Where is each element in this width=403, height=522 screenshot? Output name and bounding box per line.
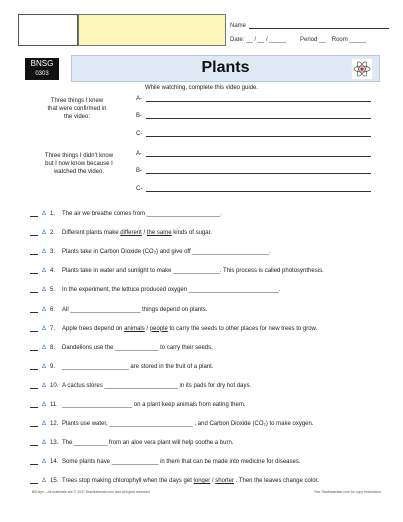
question-text[interactable] — [62, 249, 271, 255]
triangle-icon: Δ — [42, 382, 47, 389]
question-fragment: / — [141, 230, 147, 237]
question-row — [30, 459, 301, 465]
question-text[interactable] — [62, 440, 233, 446]
triangle-icon: Δ — [42, 211, 47, 217]
title-bar — [71, 55, 380, 82]
answer-choice[interactable]: animals — [124, 325, 145, 332]
answer-choice[interactable]: shorter — [215, 478, 234, 485]
question-number: 13. — [50, 440, 59, 447]
question-number: 11. — [50, 402, 58, 408]
question-row — [30, 345, 213, 351]
question-text[interactable] — [62, 307, 207, 313]
question-row — [30, 440, 233, 446]
triangle-icon: Δ — [42, 459, 47, 466]
question-text[interactable] — [62, 326, 317, 332]
answer-check-blank[interactable] — [30, 459, 38, 465]
answer-check-blank[interactable] — [30, 345, 38, 351]
question-fragment: . Then the leaves change color. — [233, 478, 319, 485]
question-number: 4. — [50, 268, 56, 275]
question-fragment: Plants take in water and sunlight to make ______________. This process is called photosynthesis. — [62, 268, 324, 275]
question-number: 10. — [50, 382, 59, 389]
answer-check-blank[interactable] — [30, 307, 38, 313]
answer-check-blank[interactable] — [30, 383, 38, 389]
triangle-icon: Δ — [42, 363, 47, 370]
question-row — [30, 326, 317, 332]
question-text[interactable] — [62, 478, 319, 484]
question-row — [30, 249, 271, 255]
question-text[interactable] — [62, 268, 324, 274]
question-row — [30, 421, 314, 427]
knew-row-a[interactable]: A- — [136, 96, 371, 102]
question-number: 1. — [50, 211, 56, 217]
question-row — [30, 287, 281, 293]
question-row — [30, 268, 324, 274]
period-label[interactable]: Period __ — [300, 37, 326, 43]
question-fragment: The air we breathe comes from ______________________. — [62, 211, 222, 217]
triangle-icon: Δ — [42, 325, 47, 332]
knew-row-c[interactable]: C- — [136, 131, 371, 137]
answer-check-blank[interactable] — [30, 268, 38, 274]
triangle-icon: Δ — [42, 344, 47, 351]
instructions-text: While watching, complete this video guide. — [144, 85, 259, 91]
didnt-know-row-c[interactable]: C- — [136, 186, 371, 192]
answer-choice[interactable]: the same — [146, 230, 172, 237]
question-fragment: ____________________ are stored in the fruit of a plant. — [62, 363, 214, 370]
question-row — [30, 211, 222, 217]
triangle-icon: Δ — [42, 440, 47, 447]
question-fragment: / — [210, 478, 216, 485]
didnt-know-row-b[interactable]: B- — [136, 168, 371, 174]
badge-number: 0303 — [35, 71, 49, 77]
name-field[interactable] — [249, 21, 389, 29]
header-highlight-box — [78, 14, 226, 46]
question-fragment: The __________ from an aloe vera plant will help soothe a burn. — [62, 440, 234, 447]
answer-check-blank[interactable] — [30, 402, 38, 408]
question-number: 2. — [50, 230, 56, 237]
triangle-icon: Δ — [42, 478, 47, 485]
question-row — [30, 364, 213, 370]
page-title: Plants — [201, 59, 250, 76]
didnt-know-label: Three things I didn't know but I now know because I watched the video. — [44, 153, 114, 175]
question-fragment: All _____________________ things depend on plants. — [62, 306, 208, 313]
answer-check-blank[interactable] — [30, 440, 38, 446]
question-row — [30, 402, 246, 408]
answer-choice[interactable]: different — [120, 230, 142, 237]
triangle-icon: Δ — [42, 402, 47, 408]
question-row — [30, 307, 207, 313]
question-number: 14. — [50, 459, 59, 466]
student-info — [230, 15, 389, 43]
name-label: Name — [230, 23, 247, 29]
header-blank-box — [18, 14, 78, 46]
question-number: 7. — [50, 325, 56, 332]
answer-check-blank[interactable] — [30, 211, 38, 217]
question-text[interactable] — [62, 364, 213, 370]
question-text[interactable] — [62, 383, 251, 389]
answer-choice[interactable]: longer — [193, 478, 211, 485]
question-text[interactable] — [62, 345, 213, 351]
question-row — [30, 478, 319, 484]
footer-restrictions: See StarMaterials.com for copy restrictions — [314, 490, 381, 494]
triangle-icon: Δ — [42, 230, 47, 237]
date-label[interactable]: Date: __ / __ / _____ — [230, 37, 287, 43]
question-number: 3. — [50, 249, 56, 256]
atom-icon — [351, 58, 373, 80]
question-number: 15. — [50, 478, 59, 485]
question-fragment: Trees stop making chlorophyll when the days get — [62, 478, 194, 485]
question-fragment: Plants take in Carbon Dioxide (CO₂) and give off _______________________. — [62, 249, 271, 256]
triangle-icon: Δ — [42, 287, 47, 294]
question-fragment: Dandelions use the _____________ to carry their seeds. — [62, 344, 213, 351]
answer-check-blank[interactable] — [30, 421, 38, 427]
question-number: 5. — [50, 287, 56, 294]
room-label[interactable]: Room _____ — [331, 37, 367, 43]
triangle-icon: Δ — [42, 249, 47, 256]
answer-check-blank[interactable] — [30, 287, 38, 293]
question-text[interactable] — [62, 402, 245, 408]
question-fragment: Plants use water, _________________________ , and Carbon Dioxide (CO₂) to make oxygen. — [62, 421, 314, 428]
triangle-icon: Δ — [42, 268, 47, 275]
question-number: 9. — [50, 363, 56, 370]
triangle-icon: Δ — [42, 421, 47, 428]
question-fragment: kinds of sugar. — [171, 230, 212, 237]
didnt-know-row-a[interactable]: A- — [136, 151, 371, 157]
question-fragment: In the experiment, the lettuce produced oxygen ___________________________. — [62, 287, 281, 294]
question-number: 8. — [50, 344, 56, 351]
question-text[interactable] — [62, 459, 301, 465]
question-number: 12. — [50, 421, 59, 428]
question-number: 6. — [50, 306, 56, 313]
episode-badge — [25, 58, 59, 80]
question-fragment: A cactus stores ______________________ in its pads for dry hot days. — [62, 382, 252, 389]
knew-label: Three things I knew that were confirmed in the video: — [47, 98, 107, 120]
knew-row-b[interactable]: B- — [136, 113, 371, 119]
footer-copyright: Bill Nye – All materials are © 2017 StarMaterials.com and all rights reserved — [32, 490, 150, 494]
question-fragment: / — [144, 325, 150, 332]
question-row — [30, 383, 251, 389]
answer-check-blank[interactable] — [30, 478, 38, 484]
answer-check-blank[interactable] — [30, 364, 38, 370]
question-text[interactable] — [62, 211, 222, 217]
question-fragment: Some plants have ______________ in them that can be made into medicine for diseases. — [62, 459, 301, 466]
question-fragment: _____________________ on a plant keep animals from eating them. — [62, 402, 246, 408]
question-row — [30, 230, 212, 236]
answer-check-blank[interactable] — [30, 326, 38, 332]
badge-series: BNSG — [30, 59, 54, 68]
answer-check-blank[interactable] — [30, 230, 38, 236]
answer-check-blank[interactable] — [30, 249, 38, 255]
question-text[interactable] — [62, 421, 314, 427]
question-text[interactable] — [62, 287, 281, 293]
answer-choice[interactable]: people — [149, 325, 168, 332]
question-fragment: Different plants make — [62, 230, 121, 237]
question-text[interactable] — [62, 230, 212, 236]
triangle-icon: Δ — [42, 306, 47, 313]
question-fragment: Apple trees depend on — [62, 325, 125, 332]
question-fragment: to carry the seeds to other places for new trees to grow. — [167, 325, 318, 332]
